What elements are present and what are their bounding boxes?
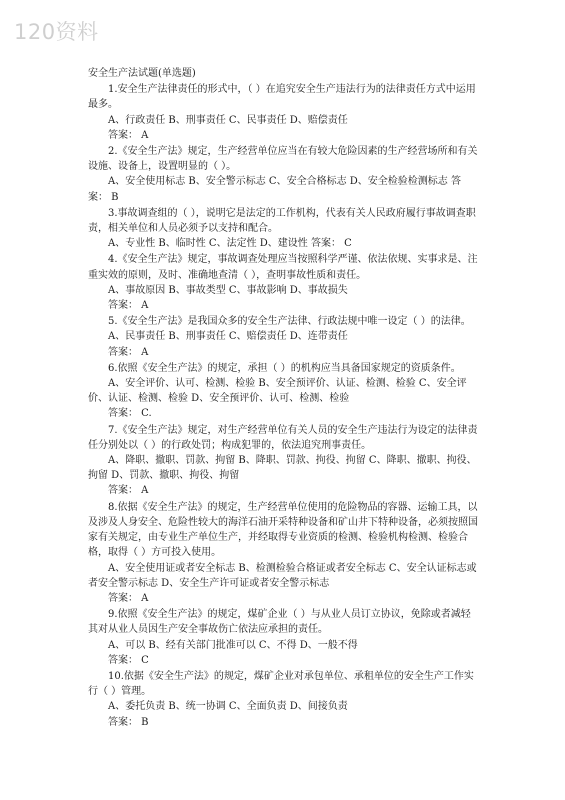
question-options: A、安全评价、认可、检测、检验 B、安全预评价、认证、检测、检验 C、安全评价、认证、检测、检验 D、安全预评价、认可、检测、检验 [88, 378, 467, 405]
question-options: A、降职、撤职、罚款、拘留 B、降职、罚款、拘役、拘留 C、降职、撤职、拘役、拘留 D、罚款、撤职、拘役、拘留 [88, 455, 477, 482]
document-body [88, 66, 480, 731]
question-stem: 3.事故调查组的（ ），说明它是法定的工作机构，代表有关人民政府履行事故调查职责，相关单位和人员必须予以支持和配合。 [88, 207, 476, 235]
question-2 [88, 144, 480, 205]
question-answer: 答案： C [108, 654, 149, 666]
question-3 [88, 206, 480, 252]
question-answer: 答案： C. [108, 408, 152, 420]
question-answer: 答案： A [108, 346, 149, 358]
question-stem: 10.依据《安全生产法》的规定，煤矿企业对承包单位、承租单位的安全生产工作实行（ ）管理。 [88, 670, 474, 698]
question-options: A、安全使用证或者安全标志 B、检测检验合格证或者安全标志 C、安全认证标志或者安全警示标志 D、安全生产许可证或者安全警示标志 [88, 562, 477, 589]
question-9 [88, 607, 480, 668]
question-10 [88, 669, 480, 730]
question-answer: 答案： A [108, 129, 149, 141]
question-4 [88, 252, 480, 313]
question-answer: 答案： A [108, 485, 149, 497]
question-1 [88, 82, 480, 143]
question-options: A、民事责任 B、刑事责任 C、赔偿责任 D、连带责任 [108, 331, 348, 343]
question-answer: 答案： B [108, 716, 149, 728]
question-options: A、事故原因 B、事故类型 C、事故影响 D、事故损失 [108, 284, 348, 296]
question-stem: 8.依据《安全生产法》的规定，生产经营单位使用的危险物品的容器、运输工具，以及涉及人身安全、危险性较大的海洋石油开采特种设备和矿山井下特种设备，必须按照国家有关规定，由专业生产单位生产，并经取得专业资质的检测、检验机构检测、检验合格，取得（ ）方可投入使用。 [88, 501, 478, 559]
question-options: A、委托负责 B、统一协调 C、全面负责 D、间接负责 [108, 701, 348, 713]
question-answer: 答案： A [108, 592, 149, 604]
question-options: A、安全使用标志 B、安全警示标志 C、安全合格标志 D、安全检验检测标志 答案： B [88, 176, 461, 203]
question-stem: 5.《安全生产法》是我国众多的安全生产法律、行政法规中唯一设定（ ）的法律。 [108, 316, 471, 328]
question-stem: 7.《安全生产法》规定，对生产经营单位有关人员的安全生产违法行为设定的法律责任分别处以（ ）的行政处罚；构成犯罪的，依法追究刑事责任。 [88, 424, 478, 451]
question-stem: 2.《安全生产法》规定，生产经营单位应当在有较大危险因素的生产经营场所和有关设施、设备上，设置明显的（ ）。 [88, 146, 478, 173]
question-stem: 6.依照《安全生产法》的规定，承担（ ）的机构应当具备国家规定的资质条件。 [108, 362, 461, 374]
document-title: 安全生产法试题(单选题) [88, 68, 196, 79]
watermark-logo: 120资料 [14, 20, 99, 44]
question-options: A、专业性 B、临时性 C、法定性 D、建设性 答案： C [108, 238, 352, 250]
question-stem: 9.依照《安全生产法》的规定，煤矿企业（ ）与从业人员订立协议，免除或者减轻其对从业人员因生产安全事故伤亡依法应承担的责任。 [88, 609, 471, 636]
question-stem: 4.《安全生产法》规定，事故调查处理应当按照科学严谨、依法依规、实事求是、注重实效的原则，及时、准确地查清（ ），查明事故性质和责任。 [88, 254, 478, 281]
question-options: A、行政责任 B、刑事责任 C、民事责任 D、赔偿责任 [108, 114, 348, 126]
question-stem: 1.安全生产法律责任的形式中，（ ）在追究安全生产违法行为的法律责任方式中运用最多。 [88, 84, 476, 111]
question-8 [88, 500, 480, 606]
question-answer: 答案： A [108, 300, 149, 312]
question-5 [88, 314, 480, 360]
question-7 [88, 423, 480, 499]
question-options: A、可以 B、经有关部门批准可以 C、不得 D、一般不得 [108, 639, 358, 651]
question-6 [88, 361, 480, 422]
